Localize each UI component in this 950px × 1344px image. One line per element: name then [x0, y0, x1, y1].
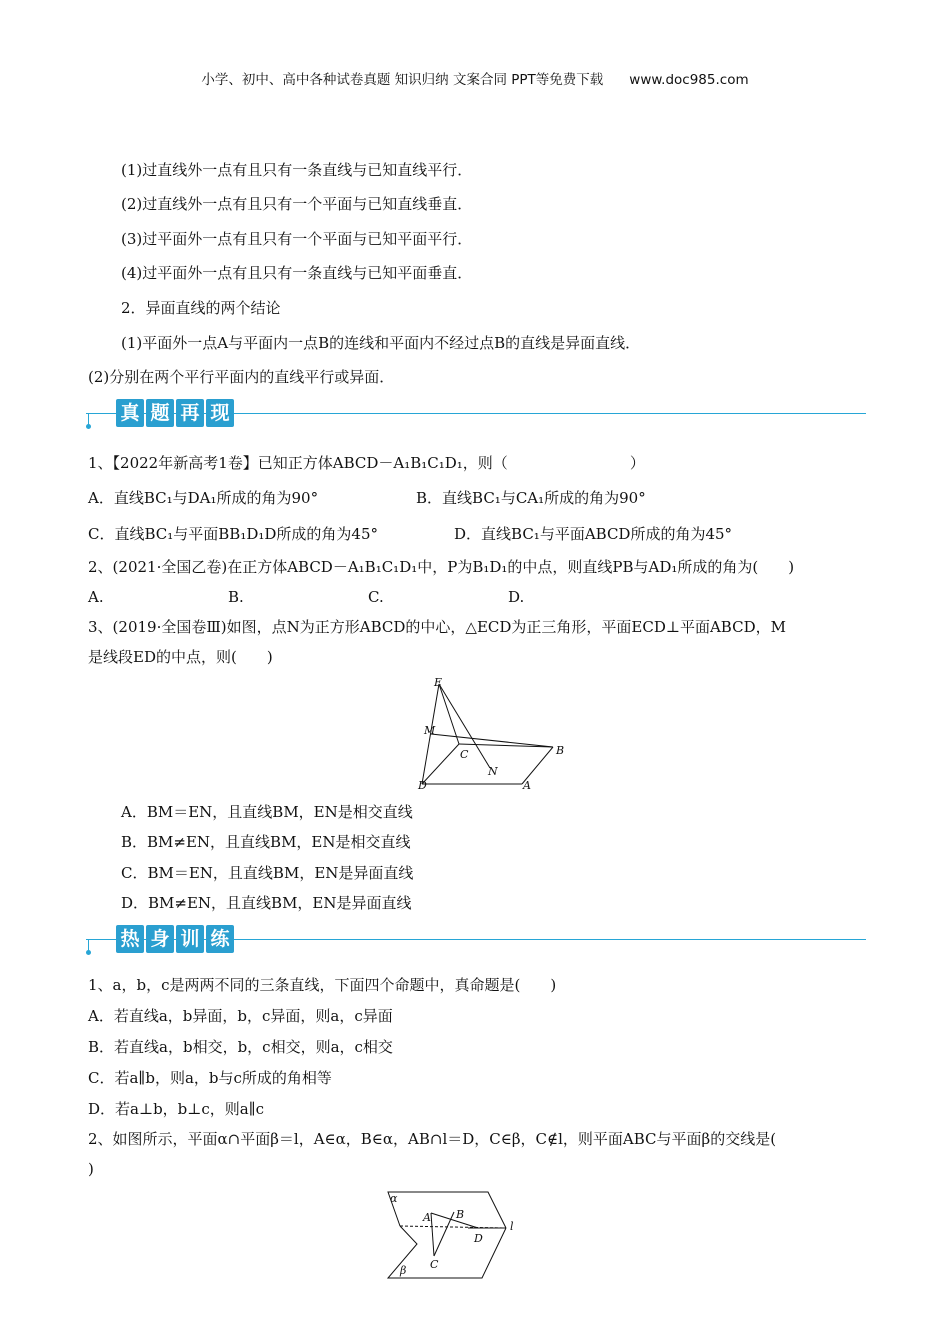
q1-stem	[88, 452, 645, 474]
label-C: C	[430, 1258, 439, 1271]
line-AC	[431, 1213, 434, 1256]
q2-stem: 2、(2021·全国乙卷)在正方体ABCD－A₁B₁C₁D₁中，P为B₁D₁的中点，则直线PB与AD₁所成的角为( )	[88, 558, 795, 576]
conclusion-heading-2: 2．异面直线的两个结论	[121, 299, 281, 317]
page-header	[0, 68, 950, 88]
q3-option-a: A．BM＝EN，且直线BM，EN是相交直线	[121, 803, 413, 821]
banner-tile: 练	[206, 925, 234, 953]
section-banner-zhenti	[86, 399, 866, 429]
banner-tile: 现	[206, 399, 234, 427]
label-D: D	[418, 779, 427, 792]
line-AB	[431, 1213, 478, 1228]
label-A: A	[423, 1211, 431, 1224]
q1-option-a: A．直线BC₁与DA₁所成的角为90°	[88, 489, 319, 507]
q2-options	[88, 586, 648, 608]
conclusion-3: (3)过平面外一点有且只有一个平面与已知平面平行．	[121, 230, 473, 248]
w1-option-d: D．若a⊥b，b⊥c，则a∥c	[88, 1100, 265, 1118]
label-M: M	[424, 724, 436, 737]
banner-tile: 题	[146, 399, 174, 427]
q2-option-b: B.	[228, 588, 244, 606]
conclusion-2-2: (2)分别在两个平行平面内的直线平行或异面．	[88, 368, 395, 386]
section-banner-reshen	[86, 925, 866, 955]
q1-option-c: C．直线BC₁与平面BB₁D₁D所成的角为45°	[88, 525, 378, 543]
q2-option-d: D.	[508, 588, 525, 606]
q3-option-c: C．BM＝EN，且直线BM，EN是异面直线	[121, 864, 414, 882]
banner-tile: 训	[176, 925, 204, 953]
header-site: www.doc985.com	[629, 72, 749, 88]
q2-option-a: A.	[88, 588, 104, 606]
label-E: E	[434, 676, 443, 689]
q3-option-b: B．BM≠EN，且直线BM，EN是相交直线	[121, 833, 411, 851]
conclusion-2-1: (1)平面外一点A与平面内一点B的连线和平面内不经过点B的直线是异面直线．	[121, 334, 641, 352]
label-beta: β	[400, 1264, 407, 1277]
w1-stem: 1、a，b，c是两两不同的三条直线，下面四个命题中，真命题是( )	[88, 976, 557, 994]
w1-option-c: C．若a∥b，则a，b与c所成的角相等	[88, 1069, 332, 1087]
q1-stem-text: 1、【2022年新高考1卷】已知正方体ABCD－A₁B₁C₁D₁，则（	[88, 454, 508, 472]
banner-hook	[88, 413, 99, 425]
line-CB	[434, 1212, 454, 1256]
conclusion-4: (4)过平面外一点有且只有一条直线与已知平面垂直．	[121, 264, 473, 282]
q3-option-d: D．BM≠EN，且直线BM，EN是异面直线	[121, 894, 412, 912]
conclusion-2: (2)过直线外一点有且只有一个平面与已知直线垂直．	[121, 195, 473, 213]
q1-option-d: D．直线BC₁与平面ABCD所成的角为45°	[454, 525, 733, 543]
w1-option-b: B．若直线a，b相交，b，c相交，则a，c相交	[88, 1038, 393, 1056]
q1-paren-close: ）	[629, 454, 645, 472]
q3-figure	[410, 672, 580, 794]
w1-option-a: A．若直线a，b异面，b，c异面，则a，c异面	[88, 1007, 393, 1025]
w2-figure	[386, 1186, 536, 1282]
q3-stem-line1: 3、(2019·全国卷Ⅲ)如图，点N为正方形ABCD的中心，△ECD为正三角形，平面ECD⊥平面ABCD，M	[88, 618, 786, 636]
label-D: D	[474, 1232, 483, 1245]
w2-stem-line2: )	[88, 1160, 94, 1178]
w2-stem-line1: 2、如图所示，平面α∩平面β＝l，A∈α，B∈α，AB∩l＝D，C∈β，C∉l，则平面ABC与平面β的交线是(	[88, 1130, 777, 1148]
conclusion-1: (1)过直线外一点有且只有一条直线与已知直线平行．	[121, 161, 473, 179]
banner-hook	[88, 939, 99, 951]
label-N: N	[488, 765, 498, 778]
plane-alpha	[388, 1192, 506, 1228]
banner-tile: 热	[116, 925, 144, 953]
banner-tile: 再	[176, 399, 204, 427]
label-l: l	[510, 1220, 514, 1233]
q3-stem-line2: 是线段ED的中点，则( )	[88, 648, 273, 666]
q2-option-c: C.	[368, 588, 384, 606]
label-B: B	[556, 744, 565, 757]
label-B: B	[456, 1208, 465, 1221]
label-alpha: α	[390, 1192, 398, 1205]
banner-tile: 真	[116, 399, 144, 427]
label-C: C	[460, 748, 469, 761]
banner-tile: 身	[146, 925, 174, 953]
header-text: 小学、初中、高中各种试卷真题 知识归纳 文案合同 PPT等免费下载	[201, 72, 604, 88]
label-A: A	[523, 779, 531, 792]
q1-option-b: B．直线BC₁与CA₁所成的角为90°	[416, 489, 646, 507]
